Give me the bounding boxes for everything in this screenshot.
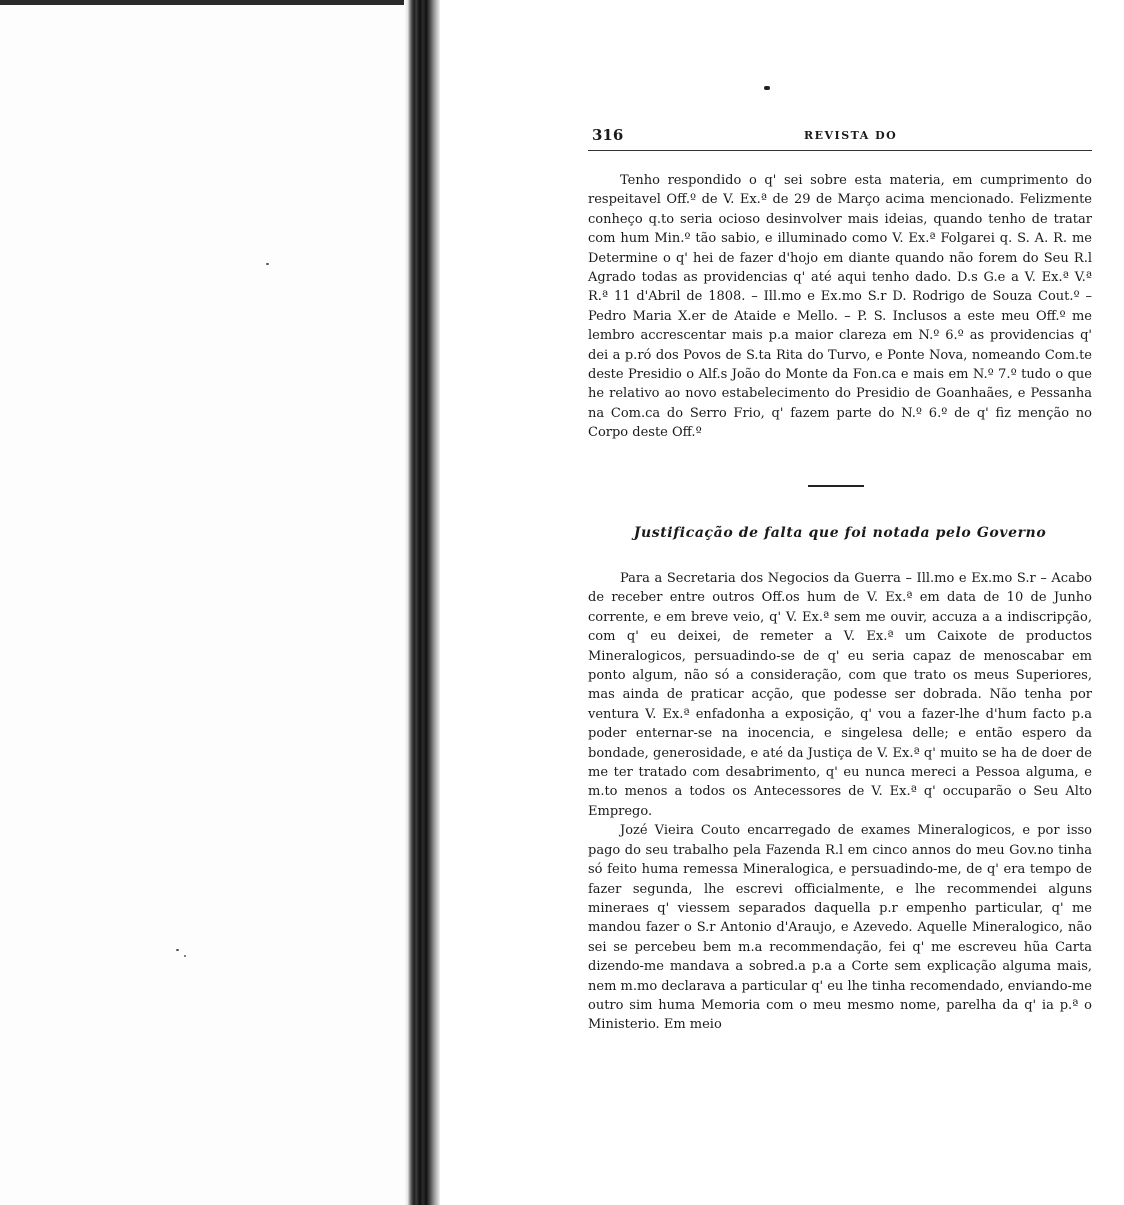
scan-speck: [266, 263, 269, 265]
section-body: [588, 569, 1092, 1035]
letter-continuation: [588, 171, 1092, 443]
scan-mark: [764, 86, 770, 90]
body-paragraph-2: Jozé Vieira Couto encarregado de exames Mineralogicos, e por isso pago do seu trabalho pela Fazenda R.l em cinco annos do meu Gov.no tinha só feito huma remessa Mineralogica, e persuadindo-me, de q' era tempo de fazer segunda, lhe escrevi officialmente, e lhe recommendei alguns mineraes q' viessem separados daquella p.r empenho particular, q' me mandou fazer o S.r Antonio d'Araujo, e Azevedo. Aquelle Mineralogico, não sei se percebeu bem m.a recommendação, fei q' me escreveu hũa Carta dizendo-me mandava a sobred.a p.a a Corte sem explicação alguma mais, nem m.mo declarava a particular q' eu lhe tinha recomendado, enviando-me outro sim huma Memoria com o meu mesmo nome, parelha da q' ia p.ª o Ministerio. Em meio: [588, 823, 1092, 1033]
running-head: [588, 121, 1092, 149]
scan-speck: [184, 955, 186, 957]
left-blank-page: [0, 5, 404, 1205]
scan-speck: [176, 949, 179, 951]
section-heading: Justificação de falta que foi notada pelo Governo: [633, 525, 1047, 541]
letter-paragraph: Tenho respondido o q' sei sobre esta materia, em cumprimento do respeitavel Off.º de V. Ex.ª de 29 de Março acima mencionado. Felizmente conheço q.to seria ocioso desinvolver mais ideias, quando tenho de tratar com hum Min.º tão sabio, e illuminado como V. Ex.ª Folgarei q. S. A. R. me Determine o q' hei de fazer d'hojo em diante quando não forem do Seu R.l Agrado todas as providencias q' até aqui tenho dado. D.s G.e a V. Ex.ª V.ª R.ª 11 d'Abril de 1808. – Ill.mo e Ex.mo S.r D. Rodrigo de Souza Cout.º – Pedro Maria X.er de Ataide e Mello. – P. S. Inclusos a este meu Off.º me lembro accrescentar mais p.a maior clareza em N.º 6.º as providencias q' dei a p.ró dos Povos de S.ta Rita do Turvo, e Ponte Nova, nomeando Com.te deste Presidio o Alf.s João do Monte da Fon.ca e mais em N.º 7.º tudo o que he relativo ao novo estabelecimento do Presidio de Goanhaães, e Pessanha na Com.ca do Serro Frio, q' fazem parte do N.º 6.º de q' fiz menção no Corpo deste Off.º: [588, 173, 1092, 441]
journal-title: REVISTA DO: [804, 129, 898, 142]
book-spine-gutter: [404, 0, 440, 1205]
header-rule: [588, 150, 1092, 151]
section-divider: [808, 485, 864, 487]
page-number: 316: [592, 126, 624, 144]
body-paragraph-1: Para a Secretaria dos Negocios da Guerra – Ill.mo e Ex.mo S.r – Acabo de receber entre outros Off.os hum de V. Ex.ª em data de 10 de Junho corrente, e em breve veio, q' V. Ex.ª sem me ouvir, accuza a a indiscripção, com q' eu deixei, de remeter a V. Ex.ª um Caixote de productos Mineralogicos, persuadindo-se de q' eu seria capaz de menoscabar em ponto algum, não só a consideração, com que trato os meus Superiores, mas ainda de praticar acção, que podesse ser dobrada. Não tenha por ventura V. Ex.ª enfadonha a exposição, q' vou a fazer-lhe d'hum facto p.a poder enternar-se na inocencia, e singelesa delle; e então espero da bondade, generosidade, e até da Justiça de V. Ex.ª q' muito se ha de doer de me ter tratado com desabrimento, q' eu nunca mereci a Pessoa alguma, e m.to menos a todos os Antecessores de V. Ex.ª q' occuparão o Seu Alto Emprego.: [588, 571, 1092, 819]
